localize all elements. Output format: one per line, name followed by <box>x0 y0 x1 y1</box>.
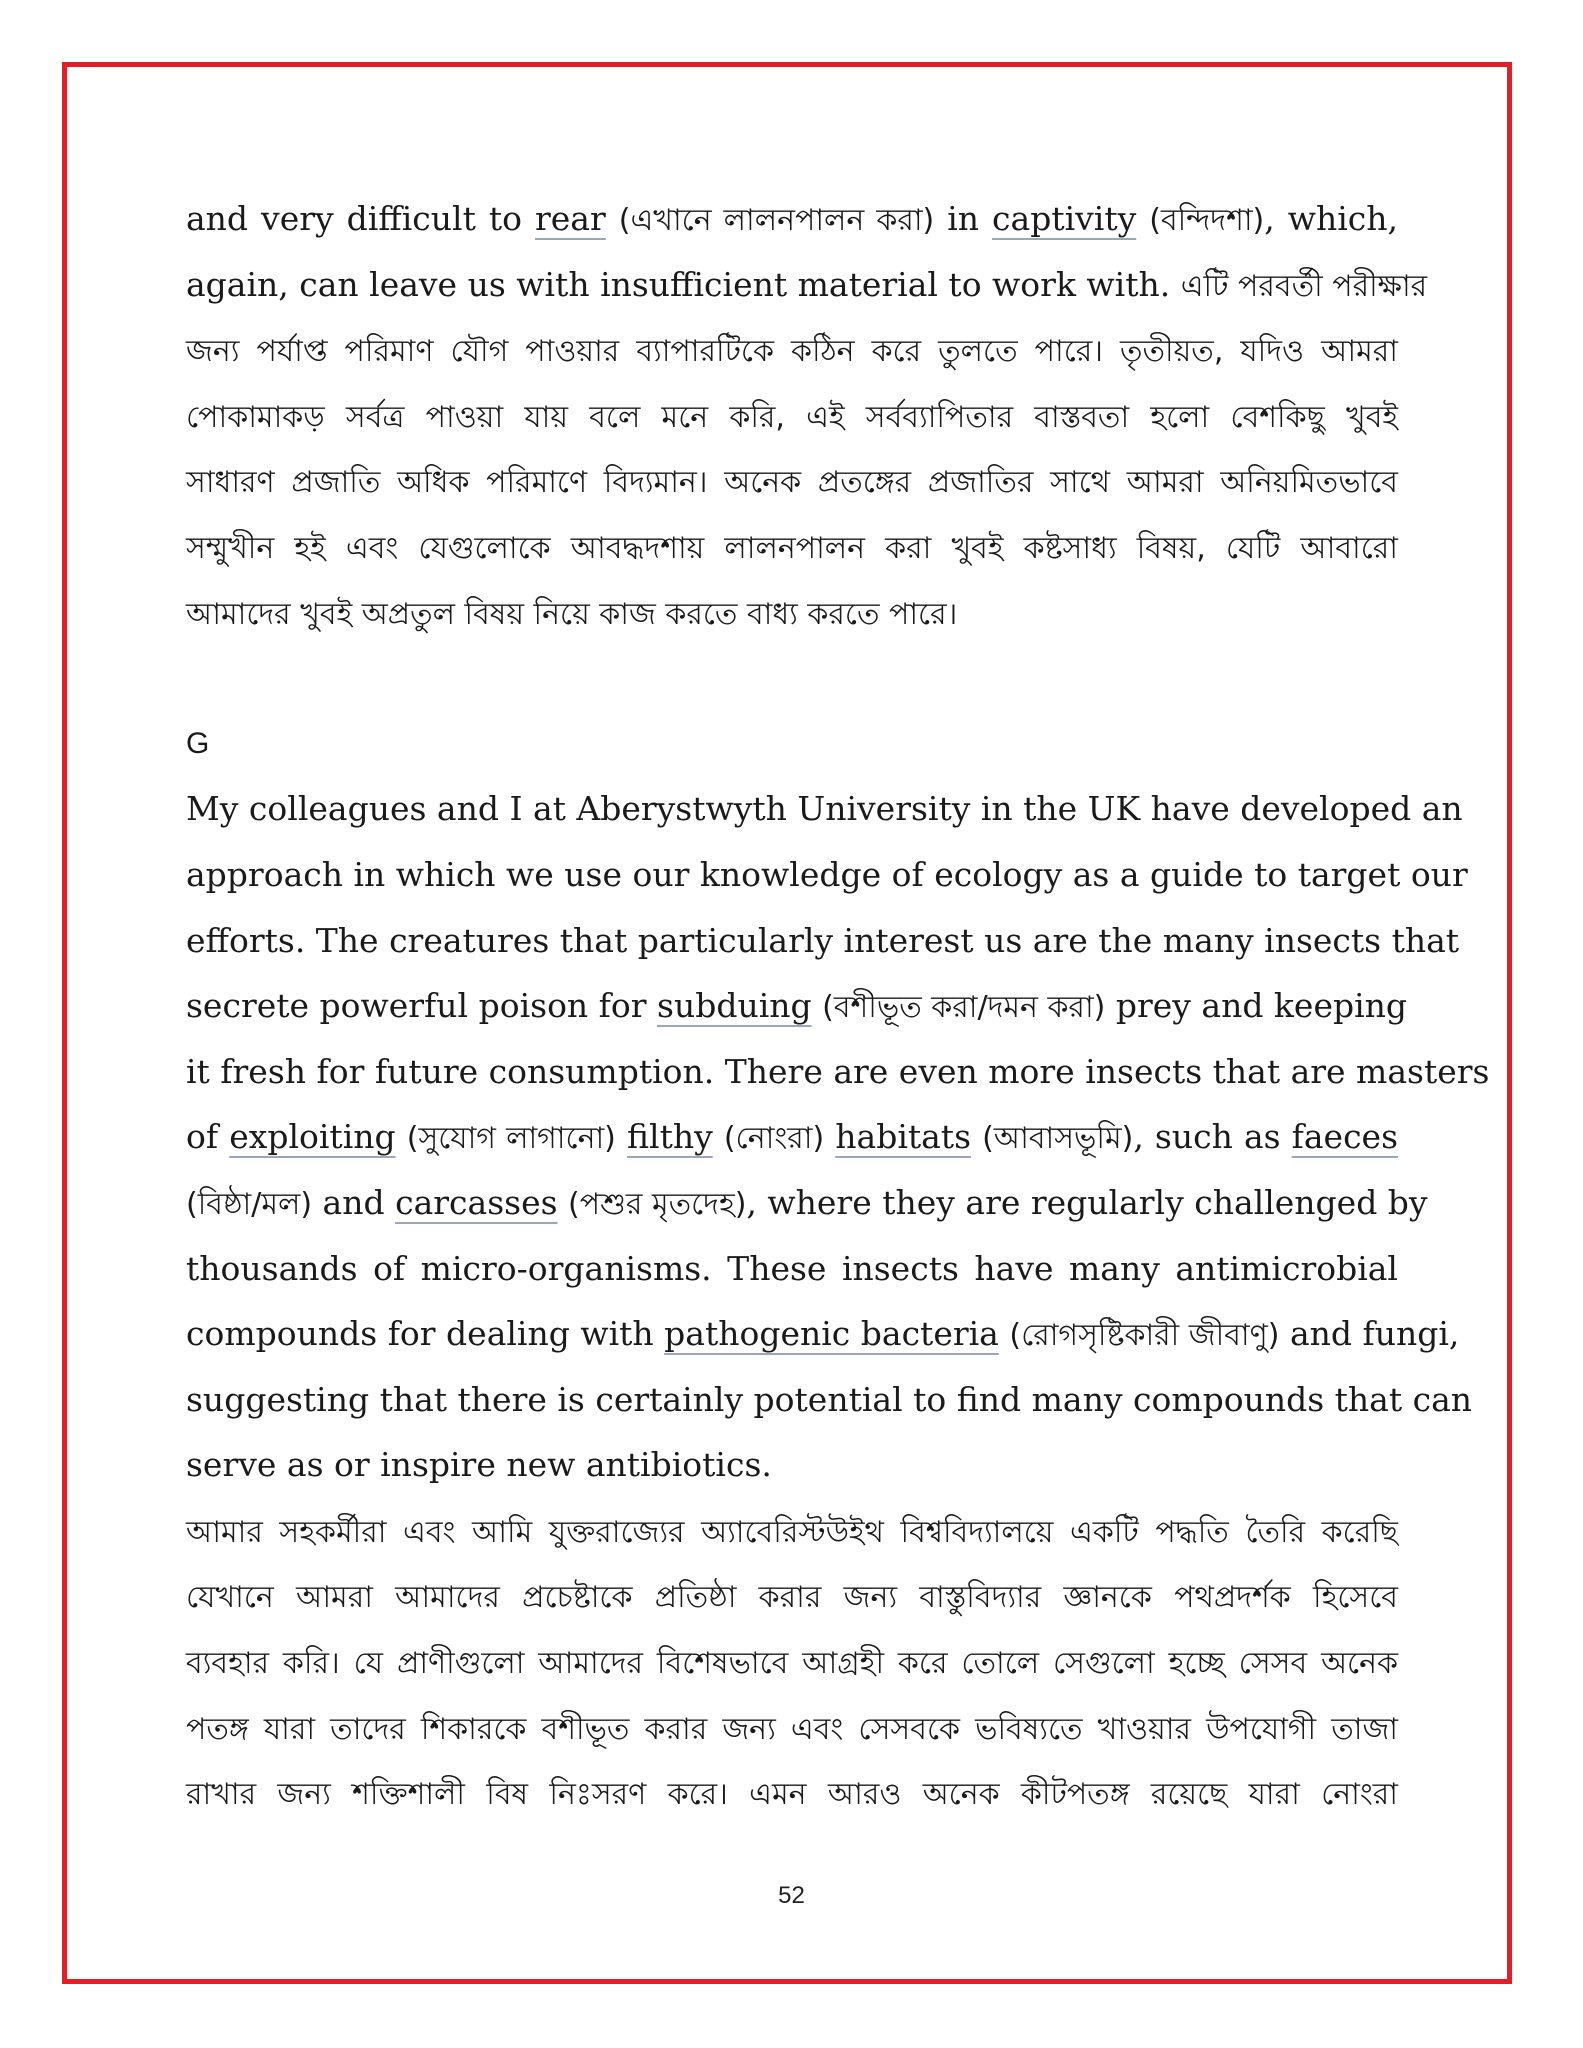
english-text: and very difficult to <box>186 199 535 238</box>
english-text: approach in which we use our knowledge of ecology as a guide to target our <box>186 854 1468 894</box>
glossary-term: pathogenic bacteria <box>664 1314 999 1354</box>
text-line <box>186 1629 1398 1695</box>
glossary-term: filthy <box>627 1117 713 1157</box>
text-line <box>186 252 1428 318</box>
page-number: 52 <box>778 1882 805 1909</box>
english-text: , such as <box>1133 1117 1292 1157</box>
glossary-term: captivity <box>992 199 1137 238</box>
bengali-text: (বশীভূত করা/দমন করা) <box>822 990 1106 1026</box>
glossary-term: subduing <box>657 986 812 1026</box>
text-line <box>186 973 1408 1039</box>
text-line <box>186 1498 1398 1564</box>
text-line <box>186 908 1460 974</box>
english-text <box>1136 199 1149 238</box>
text-line <box>186 1367 1473 1433</box>
bengali-text: এটি পরবর্তী পরীক্ষার <box>1180 268 1428 304</box>
bengali-text: পতঙ্গ যারা তাদের শিকারকে বশীভূত করার জন্য এবং সেসবকে ভবিষ্যতে খাওয়ার উপযোগী তাজা <box>186 1711 1398 1747</box>
text-line <box>186 1170 1428 1236</box>
text-line <box>186 383 1398 449</box>
bengali-text: আমাদের খুবই অপ্রতুল বিষয় নিয়ে কাজ করতে বাধ্য করতে পারে। <box>186 596 958 632</box>
bengali-text: (সুযোগ লাগানো) <box>406 1121 616 1157</box>
text-line <box>186 1432 1398 1498</box>
english-text <box>971 1117 982 1156</box>
text-line <box>186 1563 1398 1629</box>
glossary-term: habitats <box>835 1117 972 1157</box>
text-line <box>186 514 1398 580</box>
bengali-text: (নোংরা) <box>723 1121 825 1157</box>
english-text: thousands of micro-organisms. These insects have many antimicrobial <box>186 1248 1398 1288</box>
text-line <box>186 1104 1398 1170</box>
text-line <box>186 842 1468 908</box>
text-line <box>186 580 1398 646</box>
bengali-text: সাধারণ প্রজাতি অধিক পরিমাণে বিদ্যমান। অনেক প্রতঙ্গের প্রজাতির সাথে আমরা অনিয়মিতভাবে <box>186 465 1398 501</box>
text-line <box>186 317 1398 383</box>
glossary-term: exploiting <box>229 1117 396 1157</box>
english-text <box>812 986 823 1025</box>
english-text: , which, <box>1264 199 1398 238</box>
bengali-text: রাখার জন্য শক্তিশালী বিষ নিঃসরণ করে। এমন আরও অনেক কীটপতঙ্গ রয়েছে যারা নোংরা <box>186 1777 1398 1813</box>
section-label: G <box>186 726 210 760</box>
bengali-text: আমার সহকর্মীরা এবং আমি যুক্তরাজ্যের অ্যাবেরিস্টউইথ বিশ্ববিদ্যালয়ে একটি পদ্ধতি তৈরি করেছি <box>186 1514 1398 1550</box>
english-text: serve as or inspire new antibiotics. <box>186 1445 772 1485</box>
bengali-text: (বন্দিদশা) <box>1149 203 1265 238</box>
english-text: suggesting that there is certainly potential to find many compounds that can <box>186 1379 1473 1419</box>
english-text: compounds for dealing with <box>186 1314 665 1354</box>
english-text <box>999 1314 1010 1353</box>
english-text: it fresh for future consumption. There are even more insects that are masters <box>186 1051 1490 1091</box>
bengali-text: পোকামাকড় সর্বত্র পাওয়া যায় বলে মনে করি, এই সর্বব্যাপিতার বাস্তবতা হলো বেশকিছু খুবই <box>186 399 1398 435</box>
glossary-term: rear <box>534 199 606 238</box>
english-text <box>396 1117 407 1156</box>
english-text <box>558 1183 569 1222</box>
text-line <box>186 1695 1398 1761</box>
text-line <box>186 448 1398 514</box>
english-text: of <box>186 1117 230 1157</box>
english-text <box>713 1117 724 1156</box>
bengali-text: (আবাসভূমি) <box>982 1121 1134 1157</box>
english-text: efforts. The creatures that particularly interest us are the many insects that <box>186 920 1460 960</box>
english-text: secrete powerful poison for <box>186 986 658 1026</box>
text-line <box>186 186 1398 252</box>
glossary-term: faeces <box>1291 1117 1399 1157</box>
english-text <box>606 199 619 238</box>
text-line <box>186 1236 1398 1302</box>
english-text: My colleagues and I at Aberystwyth University in the UK have developed an <box>186 789 1463 829</box>
bengali-text: (বিষ্ঠা/মল) <box>186 1186 313 1222</box>
text-line <box>186 1039 1490 1105</box>
english-text: and fungi, <box>1279 1314 1460 1354</box>
text-line <box>186 776 1463 842</box>
english-text: in <box>934 199 993 238</box>
english-text <box>616 1117 627 1156</box>
bengali-text: (এখানে লালনপালন করা) <box>618 203 935 238</box>
bengali-text: (রোগসৃষ্টিকারী জীবাণু) <box>1009 1318 1280 1354</box>
english-text <box>824 1117 835 1156</box>
english-text: again, can leave us with insufficient material to work with. <box>186 264 1181 304</box>
english-text: prey and keeping <box>1105 986 1408 1026</box>
text-line <box>186 1760 1398 1826</box>
english-text: , where they are regularly challenged by <box>746 1182 1428 1222</box>
english-text: and <box>312 1182 396 1222</box>
bengali-text: সম্মুখীন হই এবং যেগুলোকে আবদ্ধদশায় লালনপালন করা খুবই কষ্টসাধ্য বিষয়, যেটি আবারো <box>186 530 1398 566</box>
bengali-text: ব্যবহার করি। যে প্রাণীগুলো আমাদের বিশেষভাবে আগ্রহী করে তোলে সেগুলো হচ্ছে সেসব অনেক <box>186 1646 1398 1682</box>
bengali-text: জন্য পর্যাপ্ত পরিমাণ যৌগ পাওয়ার ব্যাপারটিকে কঠিন করে তুলতে পারে। তৃতীয়ত, যদিও আমরা <box>186 334 1398 370</box>
bengali-text: যেখানে আমরা আমাদের প্রচেষ্টাকে প্রতিষ্ঠা করার জন্য বাস্তুবিদ্যার জ্ঞানকে পথপ্রদর্শক হিসেবে <box>186 1580 1398 1616</box>
paragraph-gap <box>186 645 1398 711</box>
glossary-term: carcasses <box>395 1182 558 1222</box>
text-line <box>186 1301 1460 1367</box>
bengali-text: (পশুর মৃতদেহ) <box>568 1186 747 1222</box>
page-content <box>186 186 1490 1826</box>
